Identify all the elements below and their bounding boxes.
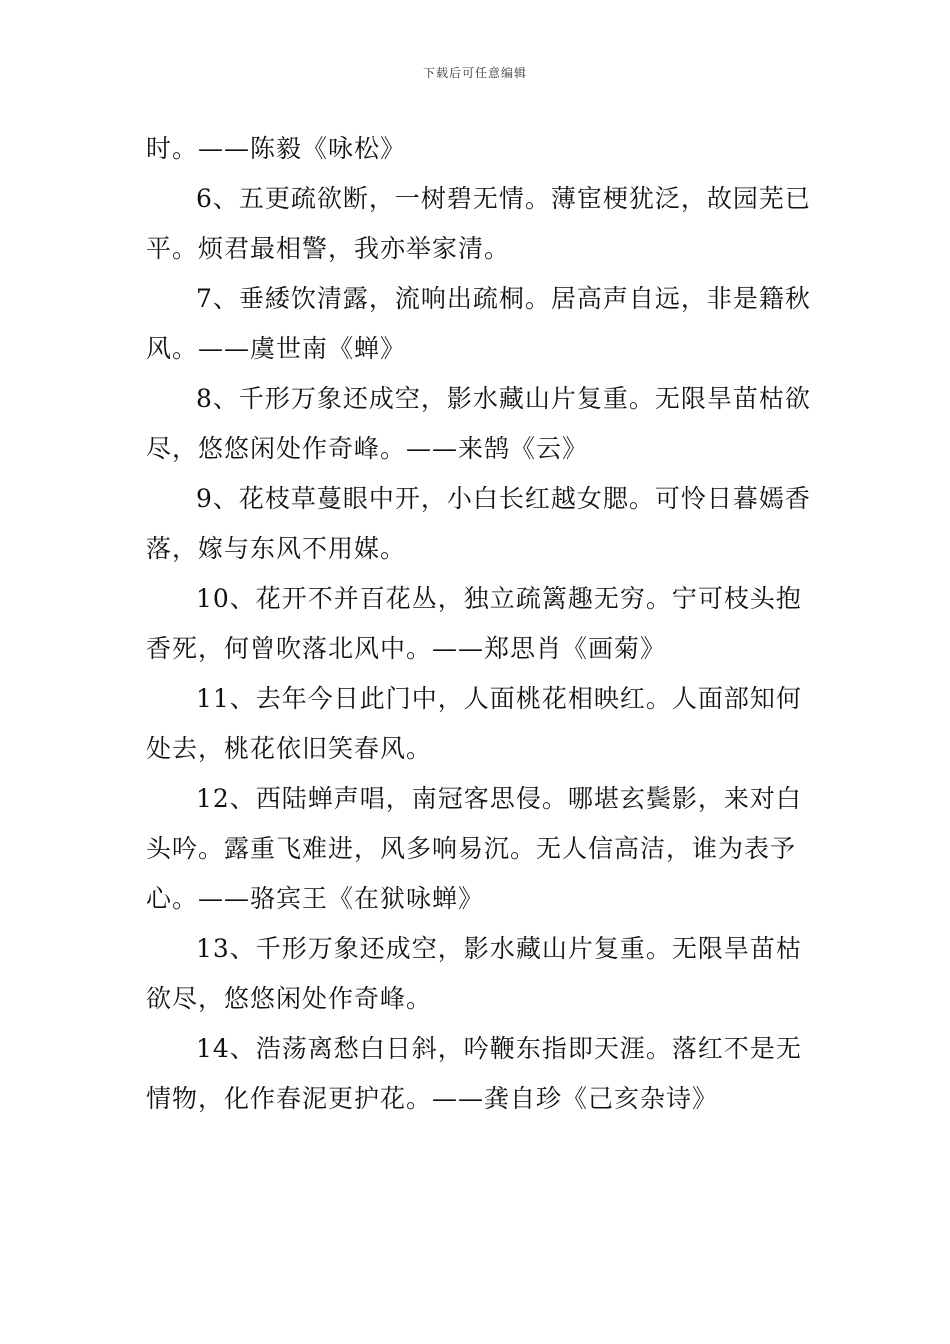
text-line: 11、去年今日此门中，人面桃花相映红。人面部知何 xyxy=(196,684,802,713)
text-line: 12、西陆蝉声唱，南冠客思侵。哪堪玄鬓影，来对白 xyxy=(196,784,802,813)
text-line: 平。烦君最相警，我亦举家清。 xyxy=(146,234,511,263)
text-line: 6、五更疏欲断，一树碧无情。薄宦梗犹泛，故园芜已 xyxy=(196,184,811,213)
text-line: 风。——虞世南《蝉》 xyxy=(146,334,407,363)
text-line: 落，嫁与东风不用媒。 xyxy=(146,534,407,563)
text-line: 情物，化作春泥更护花。——龚自珍《己亥杂诗》 xyxy=(146,1084,719,1113)
text-line: 14、浩荡离愁白日斜，吟鞭东指即天涯。落红不是无 xyxy=(196,1034,802,1063)
text-line: 7、垂緌饮清露，流响出疏桐。居高声自远，非是籍秋 xyxy=(196,284,811,313)
text-line: 10、花开不并百花丛，独立疏篱趣无穷。宁可枝头抱 xyxy=(196,584,802,613)
text-line: 头吟。露重飞难进，风多响易沉。无人信高洁，谁为表予 xyxy=(146,834,797,863)
text-line: 欲尽，悠悠闲处作奇峰。 xyxy=(146,984,433,1013)
text-line: 香死，何曾吹落北风中。——郑思肖《画菊》 xyxy=(146,634,667,663)
document-body xyxy=(146,124,811,1124)
text-line: 9、花枝草蔓眼中开，小白长红越女腮。可怜日暮嫣香 xyxy=(196,484,811,513)
text-line: 8、千形万象还成空，影水藏山片复重。无限旱苗枯欲 xyxy=(196,384,811,413)
page-header: 下载后可任意编辑 xyxy=(422,66,527,80)
text-line: 13、千形万象还成空，影水藏山片复重。无限旱苗枯 xyxy=(196,934,802,963)
text-line: 处去，桃花依旧笑春风。 xyxy=(146,734,433,763)
text-line: 心。——骆宾王《在狱咏蝉》 xyxy=(146,884,485,913)
text-line: 时。——陈毅《咏松》 xyxy=(146,134,407,163)
text-line: 尽，悠悠闲处作奇峰。——来鹄《云》 xyxy=(146,434,589,463)
